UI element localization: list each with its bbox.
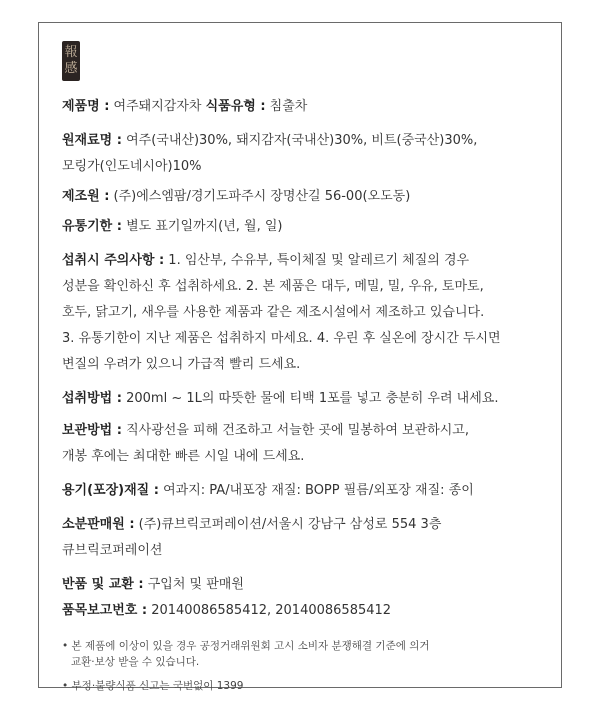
storage-label: 보관방법 : (62, 423, 122, 438)
caution-line1: 1. 임산부, 수유부, 특이체질 및 알레르기 체질의 경우 (164, 253, 470, 268)
caution-line4: 3. 유통기한이 지난 제품은 섭취하지 마세요. 4. 우린 후 실온에 장시간 두시면 (62, 331, 501, 346)
product-info-section (62, 94, 542, 694)
note1-line2: 교환·보상 받을 수 있습니다. (71, 656, 200, 668)
product-name-label: 제품명 : (62, 99, 110, 114)
product-name-value: 여주돼지감자차 (109, 99, 206, 114)
storage-row (62, 418, 542, 470)
container-label: 용기(포장)재질 : (62, 483, 159, 498)
ingredients-row (62, 128, 542, 180)
caution-line2: 성분을 확인하신 후 섭취하세요. 2. 본 제품은 대두, 메밀, 밀, 우유, 토마토, (62, 279, 484, 294)
report-number-row (62, 598, 542, 624)
ingredients-value-line1: 여주(국내산)30%, 돼지감자(국내산)30%, 비트(중국산)30%, (121, 133, 478, 148)
report-number-value: 20140086585412, 20140086585412 (147, 603, 392, 618)
expiry-value: 별도 표기일까지(년, 월, 일) (121, 219, 283, 234)
expiry-label: 유통기한 : (62, 219, 122, 234)
storage-value-line1: 직사광선을 피해 건조하고 서늘한 곳에 밀봉하여 보관하시고, (121, 423, 469, 438)
manufacturer-row (62, 184, 542, 210)
container-value: 여과지: PA/내포장 재질: BOPP 필름/외포장 재질: 종이 (158, 483, 474, 498)
product-name-row (62, 94, 542, 120)
caution-line3: 호두, 닭고기, 새우를 사용한 제품과 같은 제조시설에서 제조하고 있습니다. (62, 305, 485, 320)
food-type-value: 침출차 (265, 99, 308, 114)
note-dispute-resolution (62, 638, 542, 670)
report-number-label: 품목보고번호 : (62, 603, 148, 618)
retailer-row (62, 512, 542, 564)
container-row (62, 478, 542, 504)
logo-char-bottom: 感 (64, 61, 78, 76)
expiry-row (62, 214, 542, 240)
returns-row (62, 572, 542, 598)
ingredients-value-line2: 모링가(인도네시아)10% (62, 159, 202, 174)
note-report-hotline (62, 678, 542, 694)
returns-label: 반품 및 교환 : (62, 577, 144, 592)
brand-logo-seal (62, 41, 80, 81)
manufacturer-value: (주)에스엠팜/경기도파주시 장명산길 56-00(오도동) (109, 189, 411, 204)
retailer-value-line1: (주)큐브릭코퍼레이션/서울시 강남구 삼성로 554 3층 (134, 517, 442, 532)
note1-line1: • 본 제품에 이상이 있을 경우 공정거래위원회 고시 소비자 분쟁해결 기준에 의거 (62, 640, 430, 652)
retailer-value-line2: 큐브릭코퍼레이션 (62, 543, 163, 558)
ingredients-label: 원재료명 : (62, 133, 122, 148)
logo-char-top: 報 (64, 45, 78, 60)
caution-label: 섭취시 주의사항 : (62, 253, 165, 268)
intake-label: 섭취방법 : (62, 391, 122, 406)
note2-text: • 부정·불량식품 신고는 국번없이 1399 (62, 680, 244, 692)
returns-value: 구입처 및 판매원 (143, 577, 244, 592)
caution-row (62, 248, 542, 378)
retailer-label: 소분판매원 : (62, 517, 135, 532)
storage-value-line2: 개봉 후에는 최대한 빠른 시일 내에 드세요. (62, 449, 305, 464)
manufacturer-label: 제조원 : (62, 189, 110, 204)
intake-value: 200ml ~ 1L의 따뜻한 물에 티백 1포를 넣고 충분히 우려 내세요. (121, 391, 499, 406)
notes-section (62, 638, 542, 694)
food-type-label: 식품유형 : (205, 99, 266, 114)
intake-row (62, 386, 542, 412)
caution-line5: 변질의 우려가 있으니 가급적 빨리 드세요. (62, 357, 301, 372)
